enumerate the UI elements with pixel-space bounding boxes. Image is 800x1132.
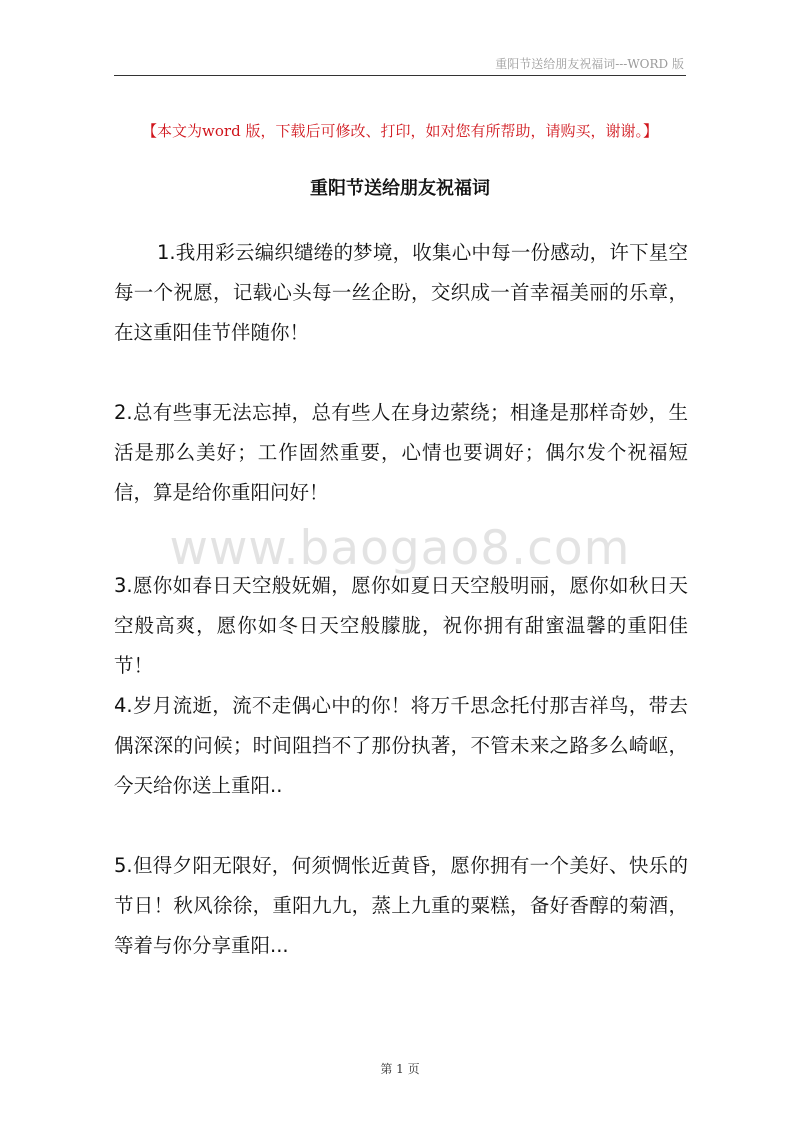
document-title: 重阳节送给朋友祝福词: [310, 178, 490, 199]
paragraph-1: 1.我用彩云编织缱绻的梦境，收集心中每一份感动，许下星空每一个祝愿，记载心头每一丝企盼，交织成一首幸福美丽的乐章，在这重阳佳节伴随你！: [114, 241, 688, 344]
paragraph-5: 5.但得夕阳无限好，何须惆怅近黄昏，愿你拥有一个美好、快乐的节日！秋风徐徐，重阳九九，蒸上九重的粟糕，备好香醇的菊酒，等着与你分享重阳...: [114, 854, 688, 957]
download-notice: 【本文为word 版，下载后可修改、打印，如对您有所帮助，请购买，谢谢。】: [142, 122, 658, 140]
paragraph-4: 4.岁月流逝，流不走偶心中的你！将万千思念托付那吉祥鸟，带去偶深深的问候；时间阻挡不了那份执著，不管未来之路多么崎岖，今天给你送上重阳..: [114, 694, 688, 797]
watermark: www.baogao8.com: [169, 521, 631, 576]
page-number: 第 1 页: [380, 1062, 420, 1076]
header-rule: [114, 75, 686, 76]
running-header: 重阳节送给朋友祝福词---WORD 版: [495, 57, 684, 71]
paragraph-3: 3.愿你如春日天空般妩媚，愿你如夏日天空般明丽，愿你如秋日天空般高爽，愿你如冬日天空般朦胧，祝你拥有甜蜜温馨的重阳佳节！: [114, 574, 688, 677]
paragraph-2: 2.总有些事无法忘掉，总有些人在身边萦绕；相逢是那样奇妙，生活是那么美好；工作固然重要，心情也要调好；偶尔发个祝福短信，算是给你重阳问好！: [114, 401, 688, 504]
